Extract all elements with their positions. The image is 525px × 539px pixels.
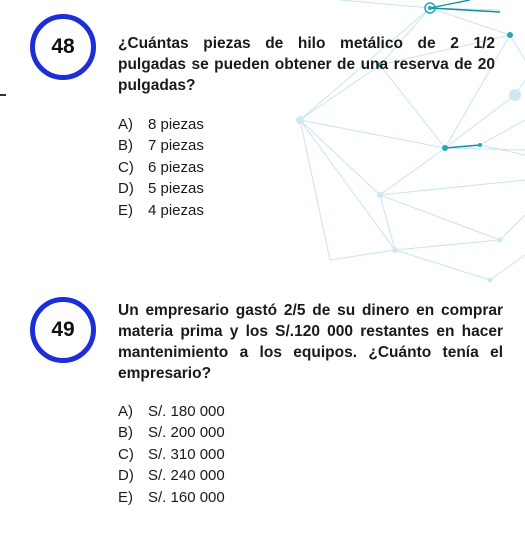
option-text: 7 piezas bbox=[148, 137, 204, 155]
question-number: 48 bbox=[51, 35, 75, 58]
answer-option-b[interactable] bbox=[118, 135, 204, 156]
option-letter: C) bbox=[118, 445, 134, 463]
option-letter: D) bbox=[118, 180, 134, 198]
answer-option-d[interactable] bbox=[118, 178, 204, 199]
option-text: S/. 180 000 bbox=[148, 403, 225, 420]
answer-option-c[interactable] bbox=[118, 157, 204, 178]
question-number-badge bbox=[30, 297, 96, 363]
question-text: ¿Cuántas piezas de hilo metálico de 2 1/2 pulgadas se pueden obtener de una reserva de 20 pulgadas? bbox=[118, 35, 495, 94]
option-text: S/. 160 000 bbox=[148, 488, 225, 506]
answer-options bbox=[118, 114, 204, 221]
answer-options bbox=[118, 401, 225, 508]
option-text: 6 piezas bbox=[148, 158, 204, 176]
option-text: S/. 240 000 bbox=[148, 467, 225, 485]
option-letter: E) bbox=[118, 201, 133, 219]
question-number-badge bbox=[30, 14, 96, 80]
option-text: S/. 200 000 bbox=[148, 424, 225, 442]
option-text: 8 piezas bbox=[148, 116, 204, 133]
answer-option-e[interactable] bbox=[118, 200, 204, 221]
option-letter: C) bbox=[118, 158, 134, 176]
question-number: 49 bbox=[51, 318, 75, 341]
answer-option-a[interactable] bbox=[118, 401, 225, 422]
answer-option-a[interactable] bbox=[118, 114, 204, 135]
option-letter: D) bbox=[118, 467, 134, 485]
answer-option-b[interactable] bbox=[118, 422, 225, 443]
margin-tick-mark bbox=[0, 94, 6, 96]
question-text: Un empresario gastó 2/5 de su dinero en comprar materia prima y los S/.120 000 restantes en hacer mantenimiento a los equipos. ¿Cuánto tenía el empresario? bbox=[118, 302, 503, 382]
option-letter: B) bbox=[118, 137, 133, 155]
answer-option-c[interactable] bbox=[118, 444, 225, 465]
option-text: 4 piezas bbox=[148, 201, 204, 219]
option-letter: A) bbox=[118, 116, 133, 133]
option-letter: B) bbox=[118, 424, 133, 442]
option-text: S/. 310 000 bbox=[148, 445, 225, 463]
option-text: 5 piezas bbox=[148, 180, 204, 198]
option-letter: A) bbox=[118, 403, 133, 420]
answer-option-e[interactable] bbox=[118, 487, 225, 508]
answer-option-d[interactable] bbox=[118, 465, 225, 486]
option-letter: E) bbox=[118, 488, 133, 506]
